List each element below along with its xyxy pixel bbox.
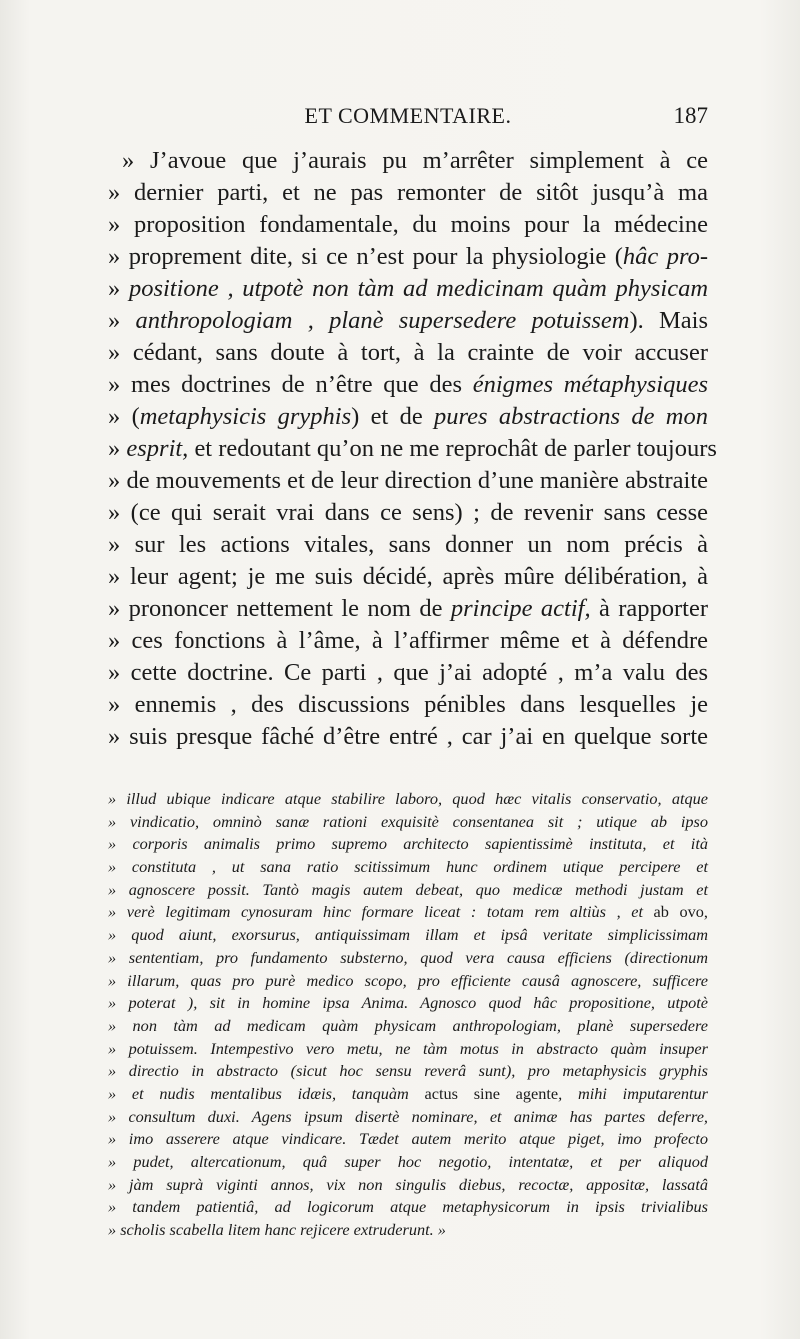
text-segment: » prononcer nettement le nom de — [108, 595, 451, 622]
text-segment: » leur agent; je me suis décidé, après mûre délibération, à — [108, 563, 708, 590]
text-line — [108, 369, 708, 401]
text-line — [108, 689, 708, 721]
text-line — [108, 561, 708, 593]
text-line — [108, 529, 708, 561]
footnote-line — [108, 879, 708, 902]
text-segment: ). Mais — [629, 307, 708, 334]
footnote-line — [108, 992, 708, 1015]
footnote-line — [108, 970, 708, 993]
running-header — [108, 100, 708, 134]
text-segment: » cette doctrine. Ce parti , que j’ai adopté , m’a valu des — [108, 659, 708, 686]
footnote-line — [108, 1038, 708, 1061]
text-segment: » pudet, altercationum, quâ super hoc negotio, intentatæ, et per aliquod — [108, 1152, 708, 1171]
text-segment: » poterat ), sit in homine ipsa Anima. Agnosco quod hâc propositione, utpotè — [108, 993, 708, 1013]
text-segment: » proprement dite, si ce n’est pour la physiologie ( — [108, 243, 623, 270]
text-segment: » sententiam, pro fundamento substerno, quod vera causa efficiens (directionum — [108, 947, 708, 967]
text-segment: pures abstractions de mon — [434, 403, 708, 430]
text-line — [108, 241, 708, 273]
text-segment: , mihi imputarentur — [558, 1083, 708, 1103]
text-segment: anthropologiam , planè supersedere potuissem — [135, 307, 630, 334]
text-segment: esprit, — [126, 435, 189, 462]
footnote-block — [108, 788, 708, 1242]
header-title: ET COMMENTAIRE. — [304, 103, 512, 128]
text-segment: et redoutant qu’on ne me reprochât de parler toujours — [188, 435, 717, 462]
text-line — [108, 625, 708, 657]
text-segment: » — [108, 435, 127, 462]
text-segment: » imo asserere atque vindicare. Tædet autem merito atque piget, imo profecto — [108, 1129, 708, 1149]
page-number: 187 — [673, 103, 708, 128]
text-segment: » potuissem. Intempestivo vero metu, ne tàm motus in abstracto quàm insuper — [108, 1038, 708, 1058]
text-segment: » ( — [108, 403, 140, 430]
text-segment: » verè legitimam cynosuram hinc formare liceat : totam rem altiùs , et — [108, 902, 654, 922]
text-segment: » cédant, sans doute à tort, à la crainte de voir accuser — [108, 339, 708, 366]
text-line — [108, 497, 708, 529]
text-segment: » corporis animalis primo supremo architecto sapientissimè instituta, et ità — [108, 834, 708, 854]
text-line — [108, 177, 708, 209]
text-line — [108, 305, 708, 337]
text-line — [108, 657, 708, 689]
footnote-line — [108, 1106, 708, 1129]
text-segment: » proposition fondamentale, du moins pour la médecine — [108, 211, 708, 238]
text-segment: » ennemis , des discussions pénibles dans lesquelles je — [108, 691, 708, 718]
text-segment: » — [108, 275, 129, 302]
text-line — [108, 401, 708, 433]
text-segment: » mes doctrines de n’être que des — [108, 371, 473, 398]
text-segment: hâc pro- — [622, 243, 708, 270]
text-line — [108, 433, 717, 465]
text-segment: » scholis scabella litem hanc rejicere extruderunt. » — [108, 1220, 446, 1240]
text-line — [108, 209, 708, 241]
text-line — [108, 145, 708, 177]
footnote-line — [108, 1015, 708, 1038]
text-segment: positione , utpotè non tàm ad medicinam quàm physicam — [128, 275, 709, 302]
text-segment: » ces fonctions à l’âme, à l’affirmer même et à défendre — [108, 627, 708, 654]
text-line — [108, 337, 708, 369]
text-segment: ab ovo, — [653, 902, 708, 922]
text-segment: ) et de — [351, 403, 435, 430]
text-segment: » constituta , ut sana ratio scitissimum hunc ordinem utique percipere et — [108, 857, 708, 877]
footnote-line — [108, 788, 708, 811]
main-text-block — [108, 145, 717, 753]
footnote-line — [108, 901, 708, 924]
text-segment: » sur les actions vitales, sans donner un nom précis à — [108, 531, 708, 558]
text-segment: énigmes métaphysiques — [472, 371, 708, 398]
footnote-line — [108, 856, 708, 879]
footnote-line — [108, 947, 708, 970]
text-segment: » agnoscere possit. Tantò magis autem debeat, quo medicæ methodi justam et — [108, 879, 708, 899]
footnote-line — [108, 1196, 708, 1219]
text-segment: metaphysicis gryphis — [139, 403, 352, 430]
footnote-line — [108, 1219, 708, 1242]
text-segment: » — [108, 307, 136, 334]
text-segment: » de mouvements et de leur direction d’une manière abstraite — [108, 467, 708, 494]
footnote-line — [108, 1151, 708, 1174]
text-line — [108, 721, 708, 753]
text-line — [108, 593, 708, 625]
text-segment: » jàm suprà viginti annos, vix non singulis diebus, recoctæ, appositæ, lassatâ — [108, 1174, 708, 1194]
text-segment: » (ce qui serait vrai dans ce sens) ; de revenir sans cesse — [108, 499, 708, 526]
footnote-line — [108, 811, 708, 834]
text-segment: » et nudis mentalibus idæis, tanquàm — [108, 1083, 425, 1103]
text-segment: » vindicatio, omninò sanæ rationi exquisitè consentanea sit ; utique ab ipso — [108, 811, 708, 831]
text-segment: » consultum duxi. Agens ipsum disertè nominare, et animæ has partes deferre, — [108, 1106, 708, 1126]
footnote-line — [108, 1060, 708, 1083]
footnote-line — [108, 1174, 708, 1197]
text-segment: actus sine agente — [424, 1083, 559, 1103]
text-segment: » suis presque fâché d’être entré , car j’ai en quelque sorte — [108, 723, 708, 750]
text-line — [108, 465, 708, 497]
text-segment: à rapporter — [590, 595, 709, 622]
text-segment: » non tàm ad medicam quàm physicam anthropologiam, planè supersedere — [108, 1015, 708, 1035]
text-segment: » illud ubique indicare atque stabilire laboro, quod hæc vitalis conservatio, atque — [108, 789, 708, 808]
footnote-line — [108, 833, 708, 856]
footnote-line — [108, 924, 708, 947]
text-line — [108, 273, 708, 305]
text-segment: » dernier parti, et ne pas remonter de sitôt jusqu’à ma — [108, 179, 708, 206]
text-segment: » illarum, quas pro purè medico scopo, pro efficiente causâ agnoscere, sufficere — [108, 970, 708, 990]
text-segment: » tandem patientiâ, ad logicorum atque metaphysicorum in ipsis trivialibus — [108, 1197, 708, 1217]
text-segment: » J’avoue que j’aurais pu m’arrêter simplement à ce — [122, 147, 708, 174]
text-segment: » quod aiunt, exorsurus, antiquissimam illam et ipsâ veritate simplicissimam — [108, 925, 708, 945]
footnote-line — [108, 1128, 708, 1151]
text-segment: » directio in abstracto (sicut hoc sensu reverâ sunt), pro metaphysicis gryphis — [108, 1061, 708, 1081]
text-segment: principe actif, — [450, 595, 591, 622]
footnote-line — [108, 1083, 708, 1106]
